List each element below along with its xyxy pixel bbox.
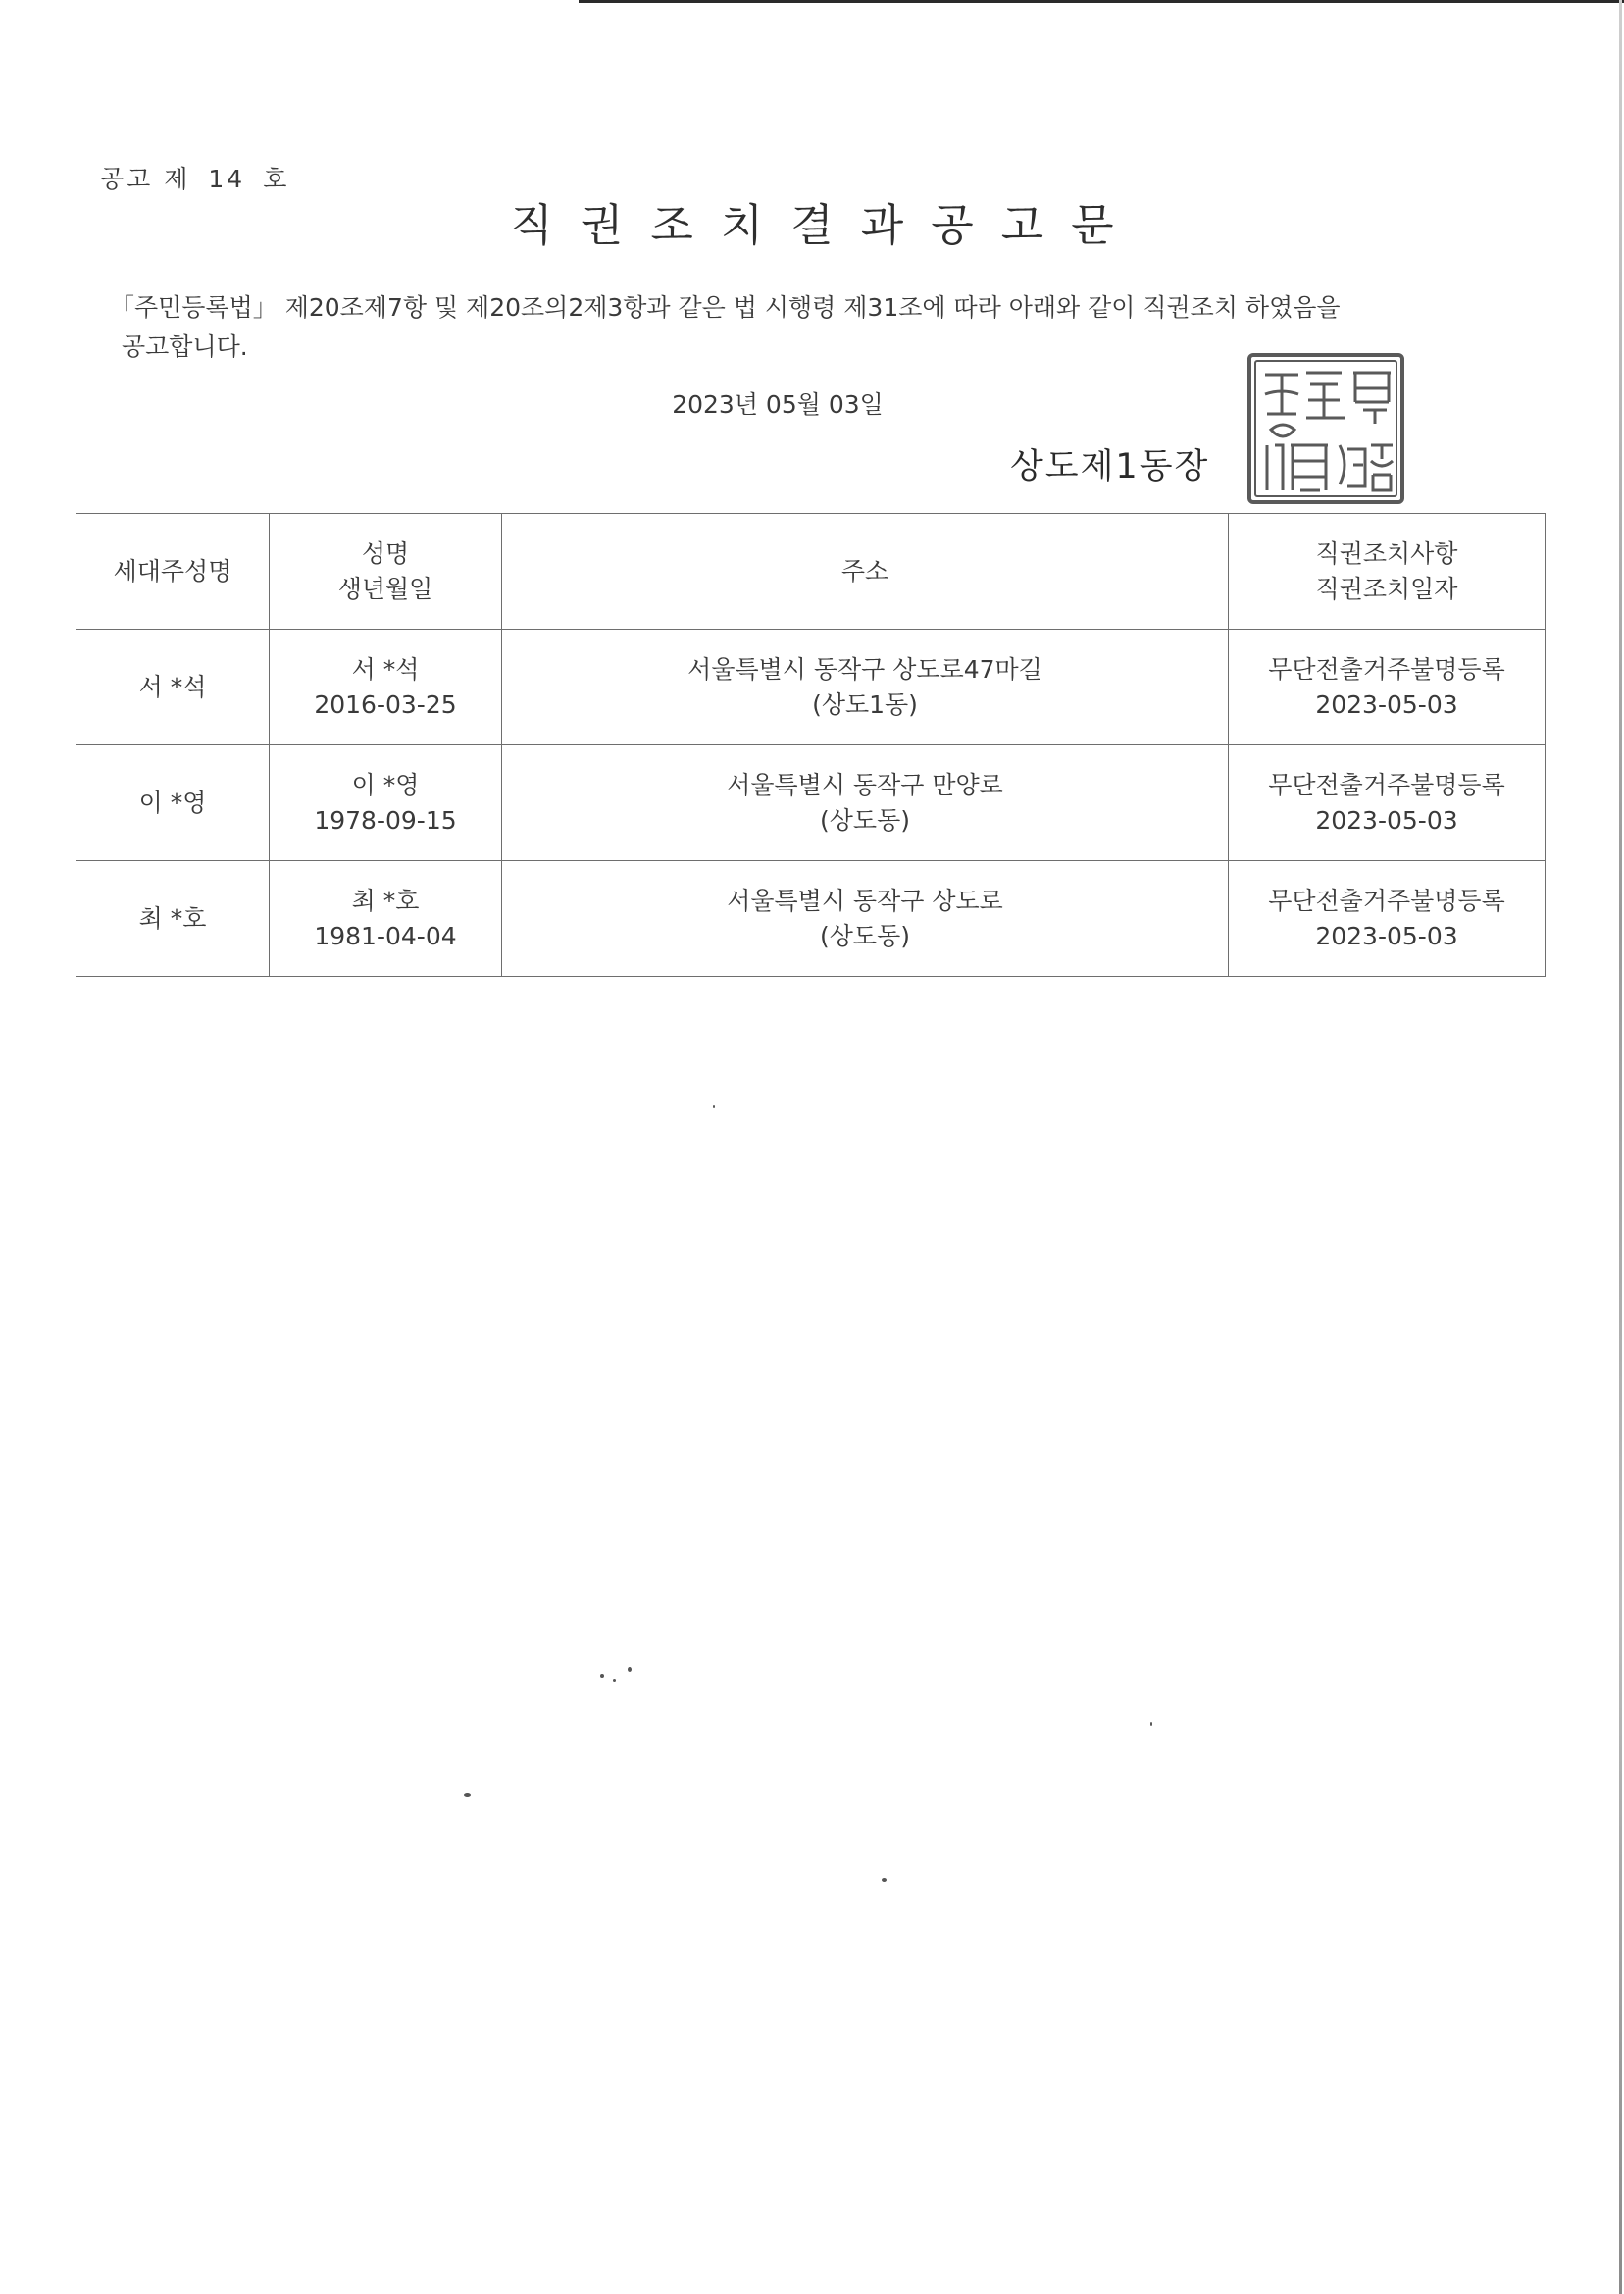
header-birth-label: 생년월일 (337, 574, 433, 603)
scan-top-edge (579, 0, 1624, 3)
cell-address (502, 630, 1229, 745)
address-detail: (상도1동) (812, 689, 918, 719)
header-name-birth (270, 514, 502, 630)
seal-text: 상도제1동장인 (1245, 351, 1252, 352)
notice-number-prefix: 공고 제 (100, 165, 191, 193)
scan-speck (464, 1793, 471, 1797)
cell-name-birth (270, 861, 502, 977)
householder-name: 이 *영 (138, 788, 207, 817)
table-row (76, 630, 1546, 745)
action-date: 2023-05-03 (1315, 689, 1458, 719)
header-action-date-label: 직권조치일자 (1315, 574, 1458, 603)
person-name: 이 *영 (351, 770, 420, 799)
records-table (76, 513, 1546, 977)
header-address-label: 주소 (840, 556, 889, 586)
header-address (502, 514, 1229, 630)
header-action-label: 직권조치사항 (1315, 538, 1458, 568)
scan-speck (628, 1667, 632, 1672)
header-householder (76, 514, 270, 630)
cell-action (1229, 745, 1546, 861)
notice-body-line-1: 「주민등록법」 제20조제7항 및 제20조의2제3항과 같은 법 시행령 제31조에 따라 아래와 같이 직권조치 하였음을 (110, 293, 1341, 322)
table-header-row (76, 514, 1546, 630)
action-type: 무단전출거주불명등록 (1268, 770, 1505, 799)
person-name: 최 *호 (351, 886, 420, 915)
cell-action (1229, 861, 1546, 977)
address-detail: (상도동) (820, 921, 910, 950)
action-type: 무단전출거주불명등록 (1268, 654, 1505, 684)
table-row (76, 861, 1546, 977)
cell-householder (76, 861, 270, 977)
issuer-name: 상도제1동장 (1010, 447, 1210, 486)
header-householder-label: 세대주성명 (113, 556, 232, 586)
scan-speck (713, 1105, 715, 1108)
address: 서울특별시 동작구 상도로 (727, 886, 1003, 915)
scan-speck (882, 1878, 887, 1882)
person-name: 서 *석 (351, 654, 420, 684)
table-row (76, 745, 1546, 861)
birth-date: 2016-03-25 (314, 689, 457, 719)
cell-address (502, 745, 1229, 861)
document-title: 직권조치결과공고문 (510, 199, 1142, 251)
notice-date: 2023년 05월 03일 (672, 390, 884, 419)
cell-address (502, 861, 1229, 977)
scan-right-edge (1619, 0, 1622, 2294)
scan-speck (600, 1674, 604, 1678)
notice-number-suffix: 호 (263, 165, 290, 193)
action-type: 무단전출거주불명등록 (1268, 886, 1505, 915)
cell-name-birth (270, 745, 502, 861)
action-date: 2023-05-03 (1315, 921, 1458, 950)
action-date: 2023-05-03 (1315, 805, 1458, 835)
address: 서울특별시 동작구 상도로47마길 (687, 654, 1042, 684)
cell-action (1229, 630, 1546, 745)
householder-name: 최 *호 (138, 903, 207, 933)
notice-body-line-2: 공고합니다. (122, 332, 248, 361)
birth-date: 1978-09-15 (314, 805, 457, 835)
birth-date: 1981-04-04 (314, 921, 457, 950)
official-seal-icon (1245, 351, 1406, 506)
cell-householder (76, 745, 270, 861)
scan-speck (613, 1679, 616, 1682)
header-action (1229, 514, 1546, 630)
header-name-label: 성명 (361, 538, 410, 568)
address-detail: (상도동) (820, 805, 910, 835)
address: 서울특별시 동작구 만양로 (727, 770, 1003, 799)
householder-name: 서 *석 (138, 672, 207, 701)
cell-householder (76, 630, 270, 745)
notice-number-value: 14 (208, 165, 246, 193)
scan-speck (1150, 1722, 1152, 1726)
cell-name-birth (270, 630, 502, 745)
